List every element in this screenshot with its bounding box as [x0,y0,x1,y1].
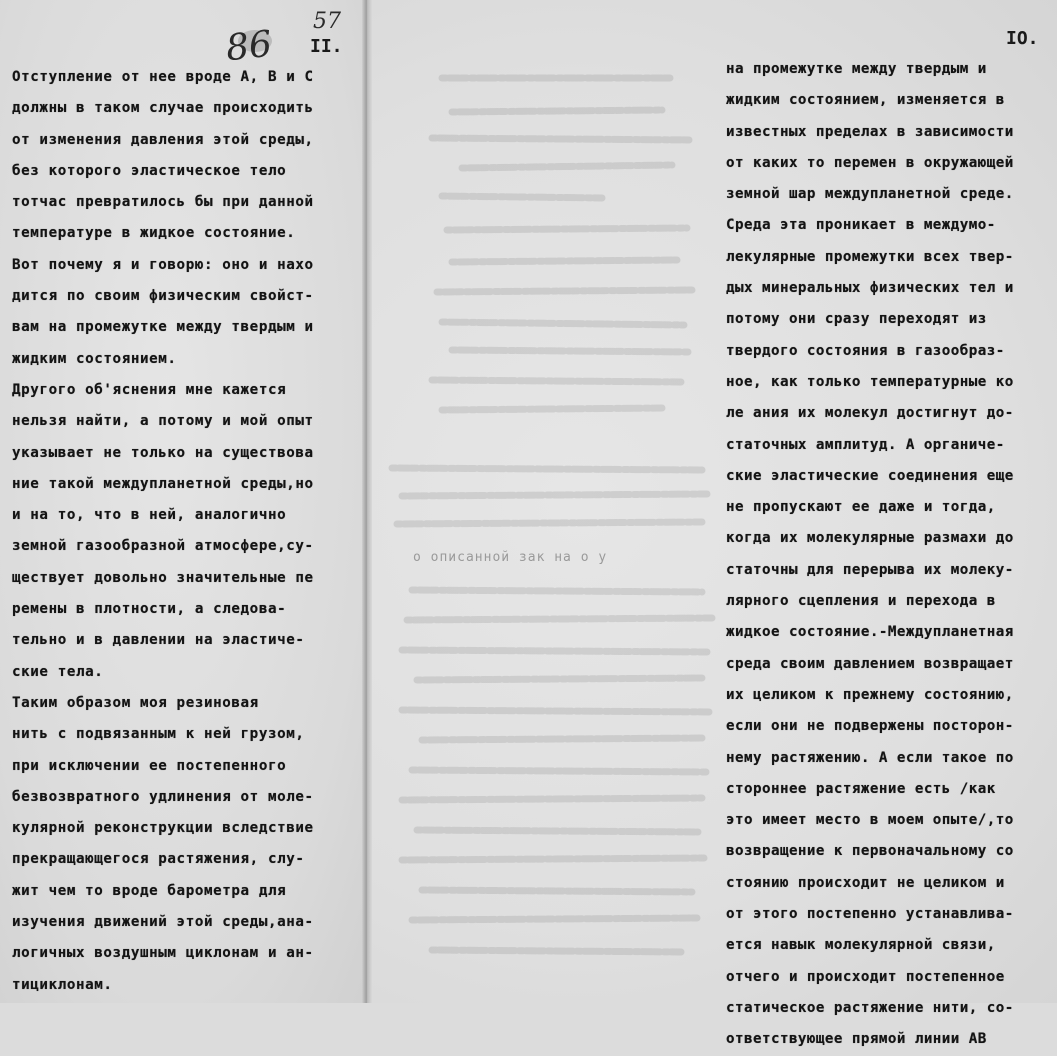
text-line: должны в таком случае происходить [12,100,314,117]
text-line: вам на промежутке между твердым и [12,319,314,336]
text-line: земной шар междупланетной среде. [726,186,1014,203]
handwritten-page-number-57: 57 [313,9,341,34]
text-line: нему растяжению. А если такое по [726,749,1014,766]
text-line: при исключении ее постепенного [12,757,287,774]
text-line: твердого состояния в газообраз- [726,342,1005,359]
text-line: ответствующее прямой линии АВ [726,1031,987,1048]
text-line: безвозвратного удлинения от моле- [12,788,314,805]
text-line: это имеет место в моем опыте/,то [726,812,1014,829]
text-line: от изменения давления этой среды, [12,131,314,148]
text-line: отчего и происходит постепенное [726,968,1005,985]
text-line: ские эластические соединения еще [726,467,1014,484]
text-line: ществует довольно значительные пе [12,569,314,586]
text-line: логичных воздушным циклонам и ан- [12,945,314,962]
left-text-column [12,62,364,1001]
text-line: стороннее растяжение есть /как [726,780,996,797]
text-line: стоянию происходит не целиком и [726,874,1005,891]
right-text-column [726,54,1057,1056]
text-line: ремены в плотности, а следова- [12,601,287,618]
text-line: от каких то перемен в окружающей [726,154,1014,171]
text-line: жидким состоянием. [12,350,177,367]
page-number-left: II. [310,36,343,57]
text-line: лекулярные промежутки всех твер- [726,248,1014,265]
text-line: без которого эластическое тело [12,162,287,179]
text-line: Отступление от нее вроде А, В и С [12,69,314,85]
text-line: от этого постепенно устанавлива- [726,906,1014,923]
text-line: тотчас превратилось бы при данной [12,194,314,211]
text-line: ное, как только температурные ко [726,373,1014,390]
text-line: статическое растяжение нити, со- [726,999,1014,1016]
text-line: прекращающегося растяжения, слу- [12,851,305,868]
text-line: когда их молекулярные размахи до [726,530,1014,547]
text-line: ские тела. [12,663,104,680]
text-line: жит чем то вроде барометра для [12,882,287,899]
text-line: лярного сцепления и перехода в [726,593,996,610]
text-line: жидкое состояние.-Междупланетная [726,624,1014,641]
handwritten-page-number-86: 86 [223,23,274,70]
text-line: потому они сразу переходят из [726,311,987,328]
text-line: температуре в жидкое состояние. [12,225,296,242]
text-line: нельзя найти, а потому и мой опыт [12,413,314,430]
text-line: изучения движений этой среды,ана- [12,914,314,931]
text-line: их целиком к прежнему состоянию, [726,686,1014,703]
text-line: земной газообразной атмосфере,су- [12,538,314,555]
text-line: Другого об'яснения мне кажется [12,381,287,398]
text-line: Среда эта проникает в междумо- [726,217,996,234]
text-line: статочны для перерыва их молеку- [726,561,1014,578]
text-line: если они не подвержены посторон- [726,718,1014,735]
text-line: тициклонам. [12,976,113,993]
text-line: на промежутке между твердым и [726,61,987,77]
text-line: Таким образом моя резиновая [12,694,259,711]
text-line: кулярной реконструкции вследствие [12,820,314,837]
text-line: ние такой междупланетной среды,но [12,475,314,492]
text-line: статочных амплитуд. А органиче- [726,436,1005,453]
text-line: указывает не только на существова [12,444,314,461]
text-line: Вот почему я и говорю: оно и нахо [12,256,314,273]
text-line: среда своим давлением возвращает [726,655,1014,672]
text-line: жидким состоянием, изменяется в [726,92,1005,109]
text-line: не пропускают ее даже и тогда, [726,499,996,516]
page-number-right: IO. [1006,28,1039,49]
text-line: и на то, что в ней, аналогично [12,507,287,524]
text-line: возвращение к первоначальному со [726,843,1014,860]
text-line: тельно и в давлении на эластиче- [12,632,305,649]
text-line: ле ания их молекул достигнут до- [726,405,1014,422]
text-line: дых минеральных физических тел и [726,280,1014,297]
text-line: нить с подвязанным к ней грузом, [12,726,305,743]
bleed-through-text: о описанной зак на о у [413,550,608,565]
text-line: известных пределах в зависимости [726,123,1014,140]
text-line: дится по своим физическим свойст- [12,288,314,305]
text-line: ется навык молекулярной связи, [726,937,996,954]
